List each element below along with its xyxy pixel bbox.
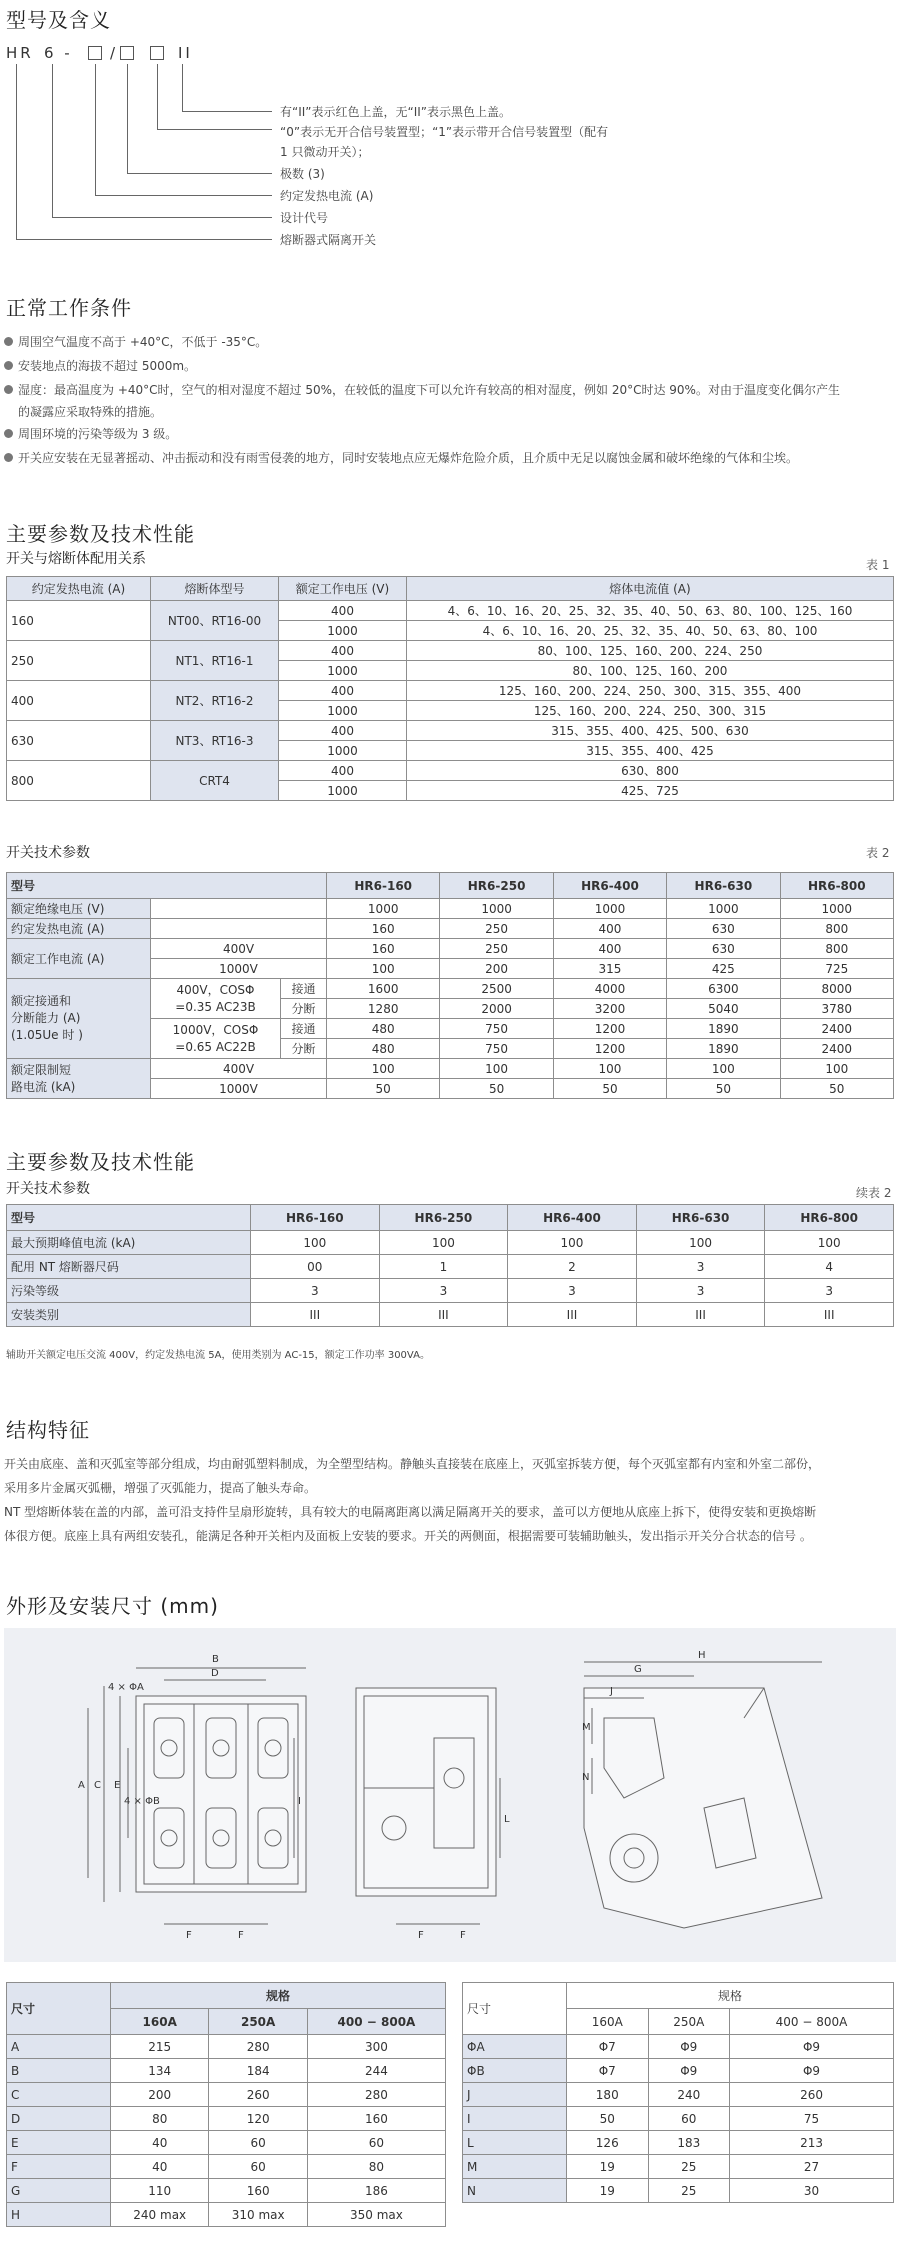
t2-break-group-1000-a: 1000V，COSΦ <box>172 1022 259 1037</box>
t1-fuse: NT2、RT16-2 <box>151 681 279 721</box>
dims-left-cell: 186 <box>307 2179 445 2203</box>
dims-right-row-label: M <box>463 2155 567 2179</box>
dims-right-cell: 60 <box>648 2107 730 2131</box>
dims-right-col: 160A <box>567 2009 649 2035</box>
t3-row-label: 最大预期峰值电流 (kA) <box>7 1231 251 1255</box>
dims-left-cell: 280 <box>209 2035 307 2059</box>
dim-label-b: B <box>212 1654 219 1665</box>
t2-limit-label <box>7 1059 151 1099</box>
dims-right-row-label: ΦB <box>463 2059 567 2083</box>
conditions-title: 正常工作条件 <box>6 296 132 320</box>
t3-cell: III <box>508 1303 637 1327</box>
t3-cell: 100 <box>636 1231 765 1255</box>
tech-table <box>6 872 894 1099</box>
t2-break-group-400 <box>151 979 281 1019</box>
dims-left-cell: 160 <box>209 2179 307 2203</box>
t2-cell: 1200 <box>553 1039 666 1059</box>
t1-voltage: 1000 <box>279 661 407 681</box>
code-box-signal <box>150 46 164 60</box>
t2-cell: 4000 <box>553 979 666 999</box>
t1-voltage: 400 <box>279 681 407 701</box>
t1-header: 约定发热电流 (A) <box>7 577 151 601</box>
t2-cell: 100 <box>327 1059 440 1079</box>
code-desc-type: 熔断器式隔离开关 <box>280 233 377 247</box>
t2-voltage: 1000V <box>151 1079 327 1099</box>
t2-cell: 50 <box>440 1079 553 1099</box>
t2-voltage: 1000V <box>151 959 327 979</box>
t2-cell: 480 <box>327 1019 440 1039</box>
t1-values: 80、100、125、160、200、224、250 <box>407 641 894 661</box>
dims-left-row-label: H <box>7 2203 111 2227</box>
dim-label-i: I <box>298 1796 301 1807</box>
t1-voltage: 1000 <box>279 741 407 761</box>
code-desc-poles: 极数 (3) <box>280 167 325 181</box>
t1-fuse: NT3、RT16-3 <box>151 721 279 761</box>
t2-limit-label-2: 路电流 (kA) <box>11 1079 76 1094</box>
code-ii: II <box>178 44 193 62</box>
code-line-type <box>16 64 272 240</box>
t2-cell: 50 <box>667 1079 780 1099</box>
t1-fuse: NT00、RT16-00 <box>151 601 279 641</box>
dims-left-row-label: A <box>7 2035 111 2059</box>
t2-break-label-2: 分断能力 (A) <box>11 1011 81 1025</box>
t2-cell: 400 <box>553 919 666 939</box>
dims-right-cell: 183 <box>648 2131 730 2155</box>
t2-cell: 1890 <box>667 1039 780 1059</box>
t3-col-header: HR6-250 <box>379 1205 508 1231</box>
table2-label: 表 2 <box>866 846 890 860</box>
dim-label-f3: F <box>418 1930 424 1941</box>
t2-model-header: 型号 <box>7 873 327 899</box>
t1-voltage: 1000 <box>279 621 407 641</box>
code-box-poles <box>120 46 134 60</box>
t2-cell: 100 <box>327 959 440 979</box>
dims-left-cell: 134 <box>111 2059 209 2083</box>
dims-right-cell: 27 <box>730 2155 894 2179</box>
t3-cell: 3 <box>508 1279 637 1303</box>
t3-cell: 3 <box>765 1279 894 1303</box>
t2-cell: 1600 <box>327 979 440 999</box>
dims-right-cell: Φ9 <box>730 2059 894 2083</box>
t2-cell: 750 <box>440 1019 553 1039</box>
t2-break-label-3: (1.05Ue 时 ) <box>11 1028 83 1042</box>
t3-cell: 100 <box>251 1231 380 1255</box>
dims-left-cell: 60 <box>209 2131 307 2155</box>
condition-item: 湿度：最高温度为 +40°C时，空气的相对湿度不超过 50%，在较低的温度下可以允许有较高的相对湿度，例如 20°C时达 90%。对由于温度变化偶尔产生 <box>4 378 894 402</box>
params-subtitle-1: 开关与熔断体配用关系 <box>6 551 146 567</box>
t2-on-label: 接通 <box>281 979 327 999</box>
t1-values: 125、160、200、224、250、300、315、355、400 <box>407 681 894 701</box>
t2-cell: 630 <box>667 939 780 959</box>
dims-right-cell: Φ9 <box>648 2035 730 2059</box>
dims-left-row-label: B <box>7 2059 111 2083</box>
t3-row-label: 配用 NT 熔断器尺码 <box>7 1255 251 1279</box>
dim-label-j: J <box>610 1686 613 1697</box>
dim-label-f2: F <box>238 1930 244 1941</box>
dims-right-cell: 50 <box>567 2107 649 2131</box>
t2-cell: 100 <box>780 1059 893 1079</box>
t3-cell: 100 <box>508 1231 637 1255</box>
t2-cell: 250 <box>440 939 553 959</box>
dims-left-cell: 200 <box>111 2083 209 2107</box>
t2-col-header: HR6-400 <box>553 873 666 899</box>
t2-col-header: HR6-250 <box>440 873 553 899</box>
t2-voltage: 400V <box>151 939 327 959</box>
dim-label-phia: 4 × ΦA <box>108 1682 144 1693</box>
dims-right-spec-header: 规格 <box>567 1983 894 2009</box>
t1-values: 4、6、10、16、20、25、32、35、40、50、63、80、100 <box>407 621 894 641</box>
table2-cont-label: 续表 2 <box>856 1186 892 1200</box>
t2-cell: 630 <box>667 919 780 939</box>
condition-item: 周围空气温度不高于 +40°C，不低于 -35°C。 <box>4 330 894 354</box>
t3-col-header: HR6-400 <box>508 1205 637 1231</box>
t2-cell: 100 <box>440 1059 553 1079</box>
t1-voltage: 400 <box>279 601 407 621</box>
tech-table-cont <box>6 1204 894 1327</box>
t2-off-label: 分断 <box>281 999 327 1019</box>
dims-left-cell: 80 <box>111 2107 209 2131</box>
t3-col-header: HR6-800 <box>765 1205 894 1231</box>
t1-current: 400 <box>7 681 151 721</box>
dim-label-g: G <box>634 1664 642 1675</box>
code-desc-signal: “0”表示无开合信号装置型；“1”表示带开合信号装置型（配有 <box>280 125 609 139</box>
t3-cell: III <box>636 1303 765 1327</box>
dims-left-cell: 244 <box>307 2059 445 2083</box>
dim-label-l: L <box>504 1814 510 1825</box>
dims-left-cell: 80 <box>307 2155 445 2179</box>
t3-cell: 1 <box>379 1255 508 1279</box>
dims-right-cell: 240 <box>648 2083 730 2107</box>
code-desc-signal-cont: 1 只微动开关）； <box>280 145 370 159</box>
dims-right-cell: 126 <box>567 2131 649 2155</box>
t2-voltage: 400V <box>151 1059 327 1079</box>
dims-left-cell: 60 <box>209 2155 307 2179</box>
dims-right-cell: Φ7 <box>567 2035 649 2059</box>
t1-values: 4、6、10、16、20、25、32、35、40、50、63、80、100、125、160 <box>407 601 894 621</box>
dims-right-col: 250A <box>648 2009 730 2035</box>
t3-cell: III <box>379 1303 508 1327</box>
dims-left-spec-header: 规格 <box>111 1983 446 2009</box>
t2-cell: 8000 <box>780 979 893 999</box>
conditions-list <box>4 330 894 470</box>
t3-cell: 3 <box>379 1279 508 1303</box>
t2-cell: 2400 <box>780 1039 893 1059</box>
dims-right-row-label: I <box>463 2107 567 2131</box>
dims-left-cell: 260 <box>209 2083 307 2107</box>
dims-left-cell: 160 <box>307 2107 445 2131</box>
structure-text <box>4 1452 896 1548</box>
t1-voltage: 400 <box>279 761 407 781</box>
t2-cell: 5040 <box>667 999 780 1019</box>
t2-col-header: HR6-800 <box>780 873 893 899</box>
dims-left-cell: 280 <box>307 2083 445 2107</box>
code-hr: HR <box>6 44 34 62</box>
dims-left-cell: 40 <box>111 2155 209 2179</box>
dims-drawing <box>4 1628 896 1962</box>
code-desc-current: 约定发热电流 (A) <box>280 189 374 203</box>
t2-break-label <box>7 979 151 1059</box>
dims-left-col: 250A <box>209 2009 307 2035</box>
t2-cell: 800 <box>780 939 893 959</box>
code-desc-design: 设计代号 <box>280 211 329 225</box>
t2-cell: 400 <box>553 939 666 959</box>
dims-right-cell: 213 <box>730 2131 894 2155</box>
structure-line: NT 型熔断体装在盖的内部，盖可沿支持件呈扇形旋转，具有较大的电隔离距离以满足隔离开关的要求，盖可以方便地从底座上拆下，使得安装和更换熔断 <box>4 1505 817 1519</box>
model-code <box>6 44 34 62</box>
t2-col-header: HR6-630 <box>667 873 780 899</box>
t2-cell: 160 <box>327 939 440 959</box>
dim-label-n: N <box>582 1772 590 1783</box>
dims-left-size-header: 尺寸 <box>7 1983 111 2035</box>
t3-row-label: 安装类别 <box>7 1303 251 1327</box>
t2-cell: 250 <box>440 919 553 939</box>
dims-right-cell: Φ9 <box>648 2059 730 2083</box>
dims-drawing-panel <box>4 1628 896 1962</box>
params-subtitle-2: 开关技术参数 <box>6 845 90 861</box>
structure-line: 体很方便。底座上具有两组安装孔，能满足各种开关柜内及面板上安装的要求。开关的两侧面，根据需要可装辅助触头，发出指示开关分合状态的信号 。 <box>4 1529 812 1543</box>
t1-current: 800 <box>7 761 151 801</box>
code-slash: / <box>110 44 119 62</box>
t3-cell: 100 <box>379 1231 508 1255</box>
dims-left-row-label: C <box>7 2083 111 2107</box>
t1-current: 160 <box>7 601 151 641</box>
t3-cell: 3 <box>251 1279 380 1303</box>
t3-cell: 2 <box>508 1255 637 1279</box>
t3-cell: 3 <box>636 1279 765 1303</box>
t2-break-group-1000 <box>151 1019 281 1059</box>
t3-col-header: HR6-160 <box>251 1205 380 1231</box>
t2-row-label: 额定工作电流 (A) <box>7 939 151 979</box>
dim-label-d: D <box>211 1668 219 1679</box>
t3-cell: 100 <box>765 1231 894 1255</box>
t1-header: 熔体电流值 (A) <box>407 577 894 601</box>
dims-left-cell: 184 <box>209 2059 307 2083</box>
dims-right-cell: 30 <box>730 2179 894 2203</box>
t1-values: 630、800 <box>407 761 894 781</box>
dims-table-right <box>462 1982 894 2203</box>
structure-line: 开关由底座、盖和灭弧室等部分组成，均由耐弧塑料制成，为全塑型结构。静触头直接装在底座上，灭弧室拆装方便，每个灭弧室都有内室和外室二部份， <box>4 1457 821 1471</box>
dim-label-h: H <box>698 1650 706 1661</box>
t1-values: 80、100、125、160、200 <box>407 661 894 681</box>
dims-left-row-label: E <box>7 2131 111 2155</box>
code-6: 6 - <box>44 44 73 62</box>
dims-left-cell: 110 <box>111 2179 209 2203</box>
t2-cell: 1000 <box>553 899 666 919</box>
t2-cell: 1890 <box>667 1019 780 1039</box>
dims-table-left <box>6 1982 446 2227</box>
t1-voltage: 400 <box>279 721 407 741</box>
t2-cell: 160 <box>327 919 440 939</box>
t2-cell: 2000 <box>440 999 553 1019</box>
dims-right-cell: 260 <box>730 2083 894 2107</box>
t2-cell: 725 <box>780 959 893 979</box>
code-box-current <box>88 46 102 60</box>
t2-break-group-400-a: 400V，COSΦ <box>176 982 255 997</box>
t1-values: 125、160、200、224、250、300、315 <box>407 701 894 721</box>
dims-left-cell: 300 <box>307 2035 445 2059</box>
dims-left-cell: 240 max <box>111 2203 209 2227</box>
t2-cell: 3780 <box>780 999 893 1019</box>
dims-right-row-label: J <box>463 2083 567 2107</box>
dims-left-cell: 120 <box>209 2107 307 2131</box>
table1-label: 表 1 <box>866 558 890 572</box>
dims-right-cell: 25 <box>648 2155 730 2179</box>
dims-left-row-label: D <box>7 2107 111 2131</box>
code-desc-cover: 有“II”表示红色上盖，无“II”表示黑色上盖。 <box>280 105 512 119</box>
t1-values: 425、725 <box>407 781 894 801</box>
dim-label-f1: F <box>186 1930 192 1941</box>
t1-header: 熔断体型号 <box>151 577 279 601</box>
dims-right-row-label: L <box>463 2131 567 2155</box>
t2-cell: 6300 <box>667 979 780 999</box>
dims-right-row-label: ΦA <box>463 2035 567 2059</box>
aux-switch-note: 辅助开关额定电压交流 400V，约定发热电流 5A，使用类别为 AC-15，额定工作功率 300VA。 <box>6 1350 430 1361</box>
dims-right-row-label: N <box>463 2179 567 2203</box>
dims-right-size-header: 尺寸 <box>463 1983 567 2035</box>
t2-off-label: 分断 <box>281 1039 327 1059</box>
t1-header: 额定工作电压 (V) <box>279 577 407 601</box>
t1-fuse: NT1、RT16-1 <box>151 641 279 681</box>
t2-break-label-1: 额定接通和 <box>11 994 72 1008</box>
dims-left-col: 400 − 800A <box>307 2009 445 2035</box>
t3-cell: III <box>251 1303 380 1327</box>
t2-cell: 800 <box>780 919 893 939</box>
condition-item-cont: 的凝露应采取特殊的措施。 <box>18 405 163 419</box>
dims-left-row-label: F <box>7 2155 111 2179</box>
dims-left-col: 160A <box>111 2009 209 2035</box>
t1-fuse: CRT4 <box>151 761 279 801</box>
t2-break-group-400-b: =0.35 AC23B <box>175 999 256 1014</box>
t2-row-label: 额定绝缘电压 (V) <box>7 899 151 919</box>
t2-break-group-1000-b: =0.65 AC22B <box>175 1039 256 1054</box>
dims-right-cell: 180 <box>567 2083 649 2107</box>
model-section-title: 型号及含义 <box>6 8 111 32</box>
t3-cell: 00 <box>251 1255 380 1279</box>
t2-cell: 1280 <box>327 999 440 1019</box>
dims-left-cell: 215 <box>111 2035 209 2059</box>
dim-label-e: E <box>114 1780 121 1791</box>
dims-left-cell: 40 <box>111 2131 209 2155</box>
structure-line: 采用多片金属灭弧栅，增强了灭弧能力，提高了触头寿命。 <box>4 1481 317 1495</box>
dims-right-col: 400 − 800A <box>730 2009 894 2035</box>
t2-on-label: 接通 <box>281 1019 327 1039</box>
t2-cell: 200 <box>440 959 553 979</box>
params2-subtitle: 开关技术参数 <box>6 1181 90 1197</box>
params-title: 主要参数及技术性能 <box>6 522 195 546</box>
t2-cell: 1000 <box>667 899 780 919</box>
fuse-table <box>6 576 894 801</box>
structure-title: 结构特征 <box>6 1418 90 1442</box>
dims-left-cell: 350 max <box>307 2203 445 2227</box>
t2-row-label: 约定发热电流 (A) <box>7 919 151 939</box>
t2-limit-label-1: 额定限制短 <box>11 1062 72 1077</box>
dim-label-f4: F <box>460 1930 466 1941</box>
condition-item: 安装地点的海拔不超过 5000m。 <box>4 354 894 378</box>
dims-right-cell: 19 <box>567 2155 649 2179</box>
dims-right-cell: Φ7 <box>567 2059 649 2083</box>
dim-label-c: C <box>94 1780 101 1791</box>
dim-label-phib: 4 × ΦB <box>124 1796 160 1807</box>
t1-voltage: 1000 <box>279 701 407 721</box>
params2-title: 主要参数及技术性能 <box>6 1150 195 1174</box>
t3-model-header: 型号 <box>7 1205 251 1231</box>
t2-cell: 1000 <box>440 899 553 919</box>
t1-voltage: 400 <box>279 641 407 661</box>
t2-cell: 750 <box>440 1039 553 1059</box>
t1-values: 315、355、400、425、500、630 <box>407 721 894 741</box>
dim-label-a: A <box>78 1780 85 1791</box>
dims-right-cell: 19 <box>567 2179 649 2203</box>
dims-right-cell: Φ9 <box>730 2035 894 2059</box>
t2-cell: 2500 <box>440 979 553 999</box>
t3-cell: 3 <box>636 1255 765 1279</box>
t2-cell: 480 <box>327 1039 440 1059</box>
dims-left-cell: 60 <box>307 2131 445 2155</box>
t3-cell: 4 <box>765 1255 894 1279</box>
dims-right-cell: 25 <box>648 2179 730 2203</box>
t2-cell: 1200 <box>553 1019 666 1039</box>
t2-cell: 2400 <box>780 1019 893 1039</box>
t2-cell: 100 <box>667 1059 780 1079</box>
condition-item: 周围环境的污染等级为 3 级。 <box>4 422 894 446</box>
dims-right-cell: 75 <box>730 2107 894 2131</box>
dims-title: 外形及安装尺寸 (mm) <box>6 1594 219 1618</box>
t2-cell: 100 <box>553 1059 666 1079</box>
t2-cell: 3200 <box>553 999 666 1019</box>
t3-row-label: 污染等级 <box>7 1279 251 1303</box>
t3-col-header: HR6-630 <box>636 1205 765 1231</box>
t2-cell: 315 <box>553 959 666 979</box>
t1-voltage: 1000 <box>279 781 407 801</box>
t1-current: 250 <box>7 641 151 681</box>
condition-item: 开关应安装在无显著摇动、冲击振动和没有雨雪侵袭的地方，同时安装地点应无爆炸危险介质，且介质中无足以腐蚀金属和破坏绝缘的气体和尘埃。 <box>4 446 894 470</box>
t2-cell: 50 <box>780 1079 893 1099</box>
t2-cell: 50 <box>553 1079 666 1099</box>
t2-col-header: HR6-160 <box>327 873 440 899</box>
t2-cell: 1000 <box>780 899 893 919</box>
t1-current: 630 <box>7 721 151 761</box>
t2-cell: 425 <box>667 959 780 979</box>
dims-left-row-label: G <box>7 2179 111 2203</box>
t1-values: 315、355、400、425 <box>407 741 894 761</box>
t3-cell: III <box>765 1303 894 1327</box>
dim-label-m: M <box>582 1722 591 1733</box>
t2-cell: 1000 <box>327 899 440 919</box>
t2-cell: 50 <box>327 1079 440 1099</box>
dims-left-cell: 310 max <box>209 2203 307 2227</box>
